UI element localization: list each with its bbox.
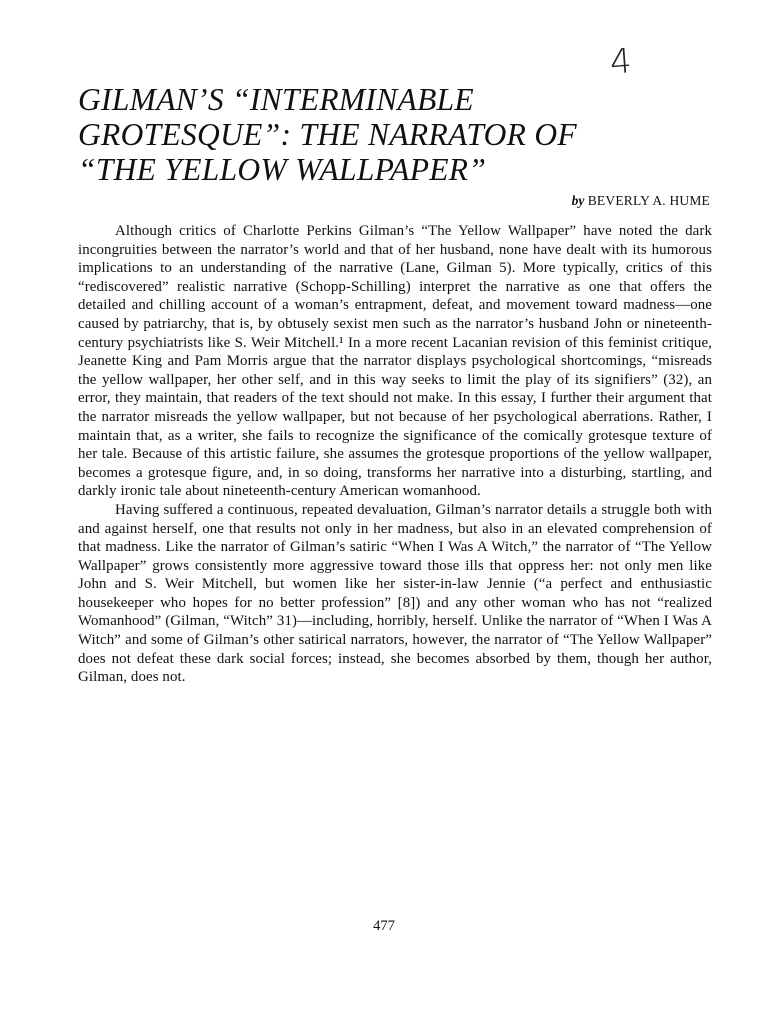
title-line-1: GILMAN’S “INTERMINABLE: [78, 82, 474, 117]
title-line-2: GROTESQUE”: THE NARRATOR OF: [78, 117, 577, 152]
byline-prefix: by: [571, 193, 585, 208]
paragraph-2: Having suffered a continuous, repeated devaluation, Gilman’s narrator details a struggle both with and against herself, one that results not only in her madness, but also in an elevated comprehension of that madness. Like the narrator of Gilman’s satiric “When I Was A Witch,” the narrator of “The Yellow Wallpaper” grows consistently more aggressive toward those ills that oppress her: not only men like John and S. Weir Mitchell, but women like her sister-in-law Jennie (“a perfect and enthusiastic housekeeper who hopes for no better profession” [8]) and any other woman who has not “realized Womanhood” (Gilman, “Witch” 31)—including, horribly, herself. Unlike the narrator of “When I Was A Witch” and some of Gilman’s other satirical narrators, however, the narrator of “The Yellow Wallpaper” does not defeat these dark social forces; instead, she becomes absorbed by them, though her author, Gilman, does not.: [78, 501, 712, 686]
paragraph-1: Although critics of Charlotte Perkins Gilman’s “The Yellow Wallpaper” have noted the dark incongruities between the narrator’s world and that of her husband, none have dealt with its humorous implications to an understanding of the narrative (Lane, Gilman 5). More typically, critics of this “rediscovered” realistic narrative (Schopp-Schilling) interpret the narrative as one that offers the detailed and chilling account of a woman’s entrapment, defeat, and movement toward madness—one caused by patriarchy, that is, by obtusely sexist men such as the narrator’s husband John or nineteenth-century psychiatrists like S. Weir Mitchell.¹ In a more recent Lacanian revision of this feminist critique, Jeanette King and Pam Morris argue that the narrator displays psychological shortcomings, “misreads the yellow wallpaper, her other self, and in this way seeks to limit the play of its signifiers” (32), an error, they maintain, that readers of the text should not make. In this essay, I further their argument that the narrator misreads the yellow wallpaper, but not because of her psychological aberrations. Rather, I maintain that, as a writer, she fails to recognize the significance of the comically grotesque texture of her tale. Because of this artistic failure, she assumes the grotesque proportions of the yellow wallpaper, becomes a grotesque figure, and, in so doing, transforms her narrative into a disturbing, startling, and darkly ironic tale about nineteenth-century American womanhood.: [78, 223, 712, 500]
byline: [572, 193, 710, 209]
title-line-3: “THE YELLOW WALLPAPER”: [78, 152, 487, 187]
handwritten-chapter-number: 4: [608, 41, 634, 83]
page-number: 477: [373, 918, 395, 934]
article-body: [78, 222, 712, 687]
author-name: BEVERLY A. HUME: [587, 193, 710, 208]
article-title: [78, 82, 698, 187]
